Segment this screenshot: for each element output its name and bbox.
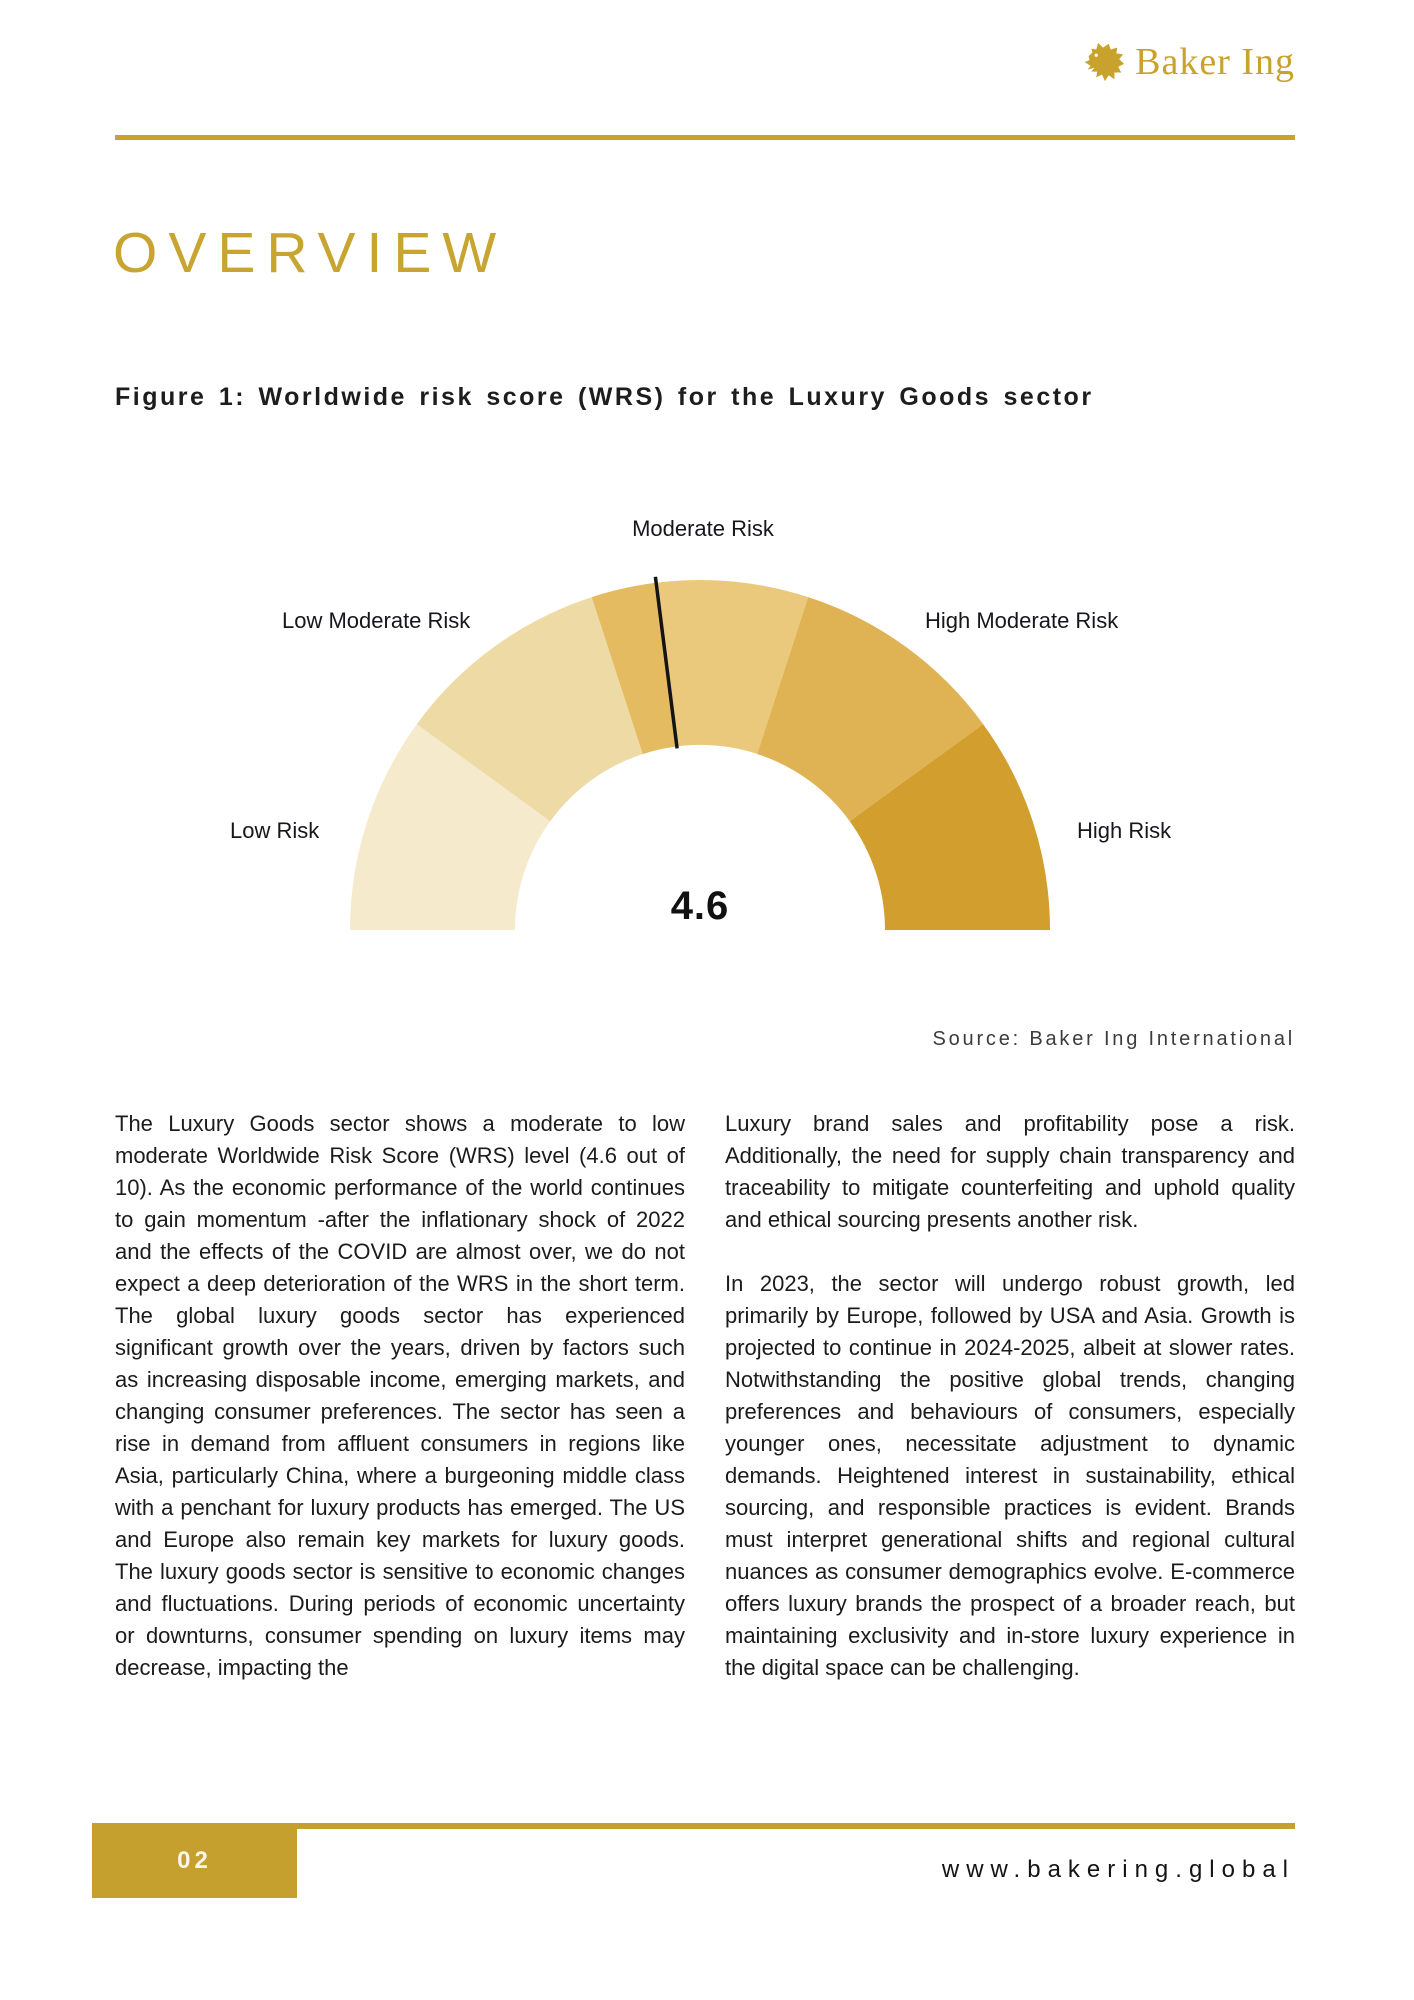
figure-title: Figure 1: Worldwide risk score (WRS) for the Luxury Goods sector [115, 383, 1094, 411]
body-columns [115, 1108, 1295, 1684]
gauge-svg [115, 490, 1295, 1020]
page-number: 02 [177, 1846, 212, 1874]
gauge-label-high-moderate-risk: High Moderate Risk [925, 608, 1119, 633]
gauge-label-moderate-risk: Moderate Risk [632, 516, 774, 541]
figure-source: Source: Baker Ing International [932, 1028, 1295, 1050]
page-title: OVERVIEW [113, 221, 508, 285]
gauge-label-low-risk: Low Risk [230, 818, 320, 843]
website-link[interactable]: www.bakering.global [941, 1856, 1295, 1883]
wrs-gauge-chart [115, 490, 1295, 1020]
brand-name: Baker Ing [1135, 41, 1295, 83]
gauge-label-low-moderate-risk: Low Moderate Risk [282, 608, 471, 633]
footer-divider [297, 1823, 1295, 1829]
paragraph: In 2023, the sector will undergo robust growth, led primarily by Europe, followed by USA and Asia. Growth is projected to continue in 2024-2025, albeit at slower rates. Notwithstanding the positive global trends, changing preferences and behaviours of consumers, especially younger ones, necessitate adjustment to dynamic demands. Heightened interest in sustainability, ethical sourcing, and responsible practices is evident. Brands must interpret generational shifts and regional cultural nuances as consumer demographics evolve. E-commerce offers luxury brands the prospect of a broader reach, but maintaining exclusivity and in-store luxury experience in the digital space can be challenging. [725, 1271, 1295, 1680]
gauge-label-high-risk: High Risk [1077, 818, 1172, 843]
lion-logo-icon [1079, 40, 1125, 84]
gauge-value: 4.6 [670, 884, 730, 928]
header-divider [115, 135, 1295, 140]
body-column-right [725, 1108, 1295, 1684]
brand-logo [1079, 40, 1295, 84]
paragraph: Luxury brand sales and profitability pose a risk. Additionally, the need for supply chain transparency and traceability to mitigate counterfeiting and uphold quality and ethical sourcing presents another risk. [725, 1111, 1295, 1232]
page-number-badge [92, 1823, 297, 1898]
body-column-left [115, 1108, 685, 1684]
paragraph: The Luxury Goods sector shows a moderate to low moderate Worldwide Risk Score (WRS) level (4.6 out of 10). As the economic performance of the world continues to gain momentum -after the inflationary shock of 2022 and the effects of the COVID are almost over, we do not expect a deep deterioration of the WRS in the short term. The global luxury goods sector has experienced significant growth over the years, driven by factors such as increasing disposable income, emerging markets, and changing consumer preferences. The sector has seen a rise in demand from affluent consumers in regions like Asia, particularly China, where a burgeoning middle class with a penchant for luxury products has emerged. The US and Europe also remain key markets for luxury goods. The luxury goods sector is sensitive to economic changes and fluctuations. During periods of economic uncertainty or downturns, consumer spending on luxury items may decrease, impacting the [115, 1111, 685, 1680]
